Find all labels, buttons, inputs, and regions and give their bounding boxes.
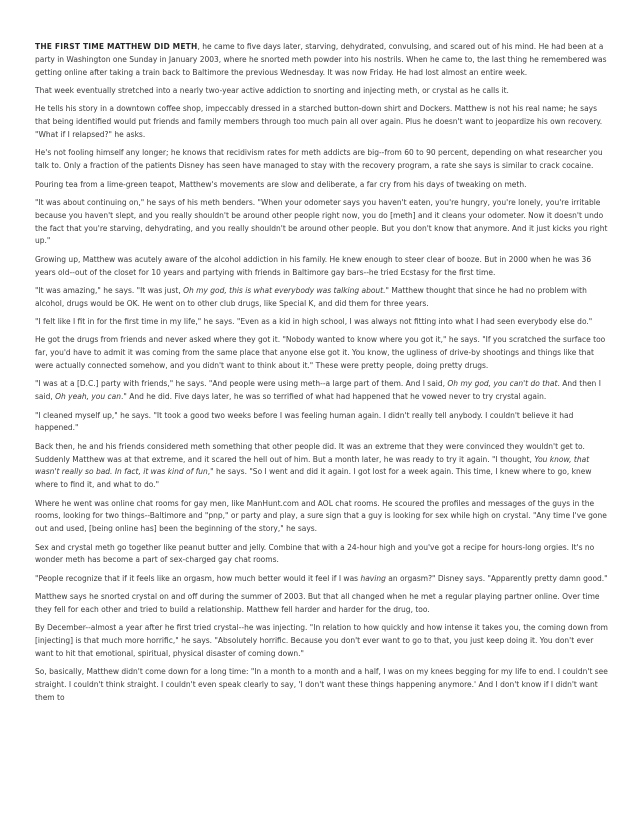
paragraph-text: Growing up, Matthew was acutely aware of the alcohol addiction in his family. He knew enough to steer clear of booze. But in 2000 when he was 36 years old--out of the closet for 10 years and partying with friends in Baltimore gay bars--he tried Ecstasy for the first time. (35, 254, 592, 277)
paragraph-text: . And then I said, (35, 379, 601, 402)
paragraph-text: Where he went was online chat rooms for gay men, like ManHunt.com and AOL chat rooms. He scoured the profiles and messages of the guys in the rooms, looking for two things--Baltimore and "pnp," or party and play, a sure sign that a guy is looking for sex while high on crystal. "Any time I've gone out and used, [being online has] been the beginning of the story," he says. (35, 498, 607, 534)
paragraph (35, 197, 609, 248)
paragraph-text: "It was amazing," he says. "It was just, (35, 285, 184, 295)
paragraph (35, 622, 609, 660)
paragraph-text: Matthew says he snorted crystal on and off during the summer of 2003. But that all changed when he met a regular playing partner online. Over time they fell for each other and tried to build a relationship. Matthew fell harder and harder for the drug, too. (35, 592, 600, 614)
paragraph (35, 498, 609, 536)
paragraph-text: "I was at a [D.C.] party with friends," he says. "And people were using meth--a large part of them. And I said, (35, 379, 448, 389)
paragraph-text: Pouring tea from a lime-green teapot, Matthew's movements are slow and deliberate, a far cry from his days of tweaking on meth. (35, 179, 527, 189)
paragraph (35, 441, 609, 492)
lead-in-text: THE FIRST TIME MATTHEW DID METH (35, 42, 198, 51)
paragraph-text: Sex and crystal meth go together like peanut butter and jelly. Combine that with a 24-hour high and you've got a recipe for hours-long orgies. It's no wonder meth has become a part of sex-charged gay chat rooms. (35, 542, 595, 565)
paragraph (35, 85, 609, 98)
paragraph-text: "I cleaned myself up," he says. "It took a good two weeks before I was feeling human again. I didn't really tell anybody. I couldn't believe it had happened." (35, 410, 574, 433)
paragraph-text: He's not fooling himself any longer; he knows that recidivism rates for meth addicts are big--from 60 to 90 percent, depending on what researcher you talk to. Only a fraction of the patients Disney has seen have managed to stay with the recovery program, a rate she says is similar to crack cocaine. (35, 148, 603, 171)
paragraph-text: Back then, he and his friends considered meth something that other people did. It was an extreme that they were convinced they wouldn't get to. Suddenly Matthew was at that extreme, and it scared the hell out of him. But a month later, he was ready to try it again. "I thought, (35, 441, 585, 464)
emphasis-text: You know, that wasn't really so bad. In fact, it was kind of fun (35, 454, 590, 477)
paragraph (35, 41, 609, 79)
paragraph (35, 103, 609, 141)
paragraph (35, 542, 609, 568)
paragraph (35, 285, 609, 311)
paragraph-text: " Matthew thought that since he had no problem with alcohol, drugs would be OK. He went on to other club drugs, like Special K, and did them for three years. (35, 285, 587, 308)
emphasis-text: having (360, 573, 386, 583)
paragraph-text: an orgasm?" Disney says. "Apparently pretty damn good." (385, 573, 608, 583)
paragraph-text: He tells his story in a downtown coffee shop, impeccably dressed in a starched button-down shirt and Dockers. Matthew is not his real name; he says that being identified would put friends and family members through too much pain all over again. Plus he doesn't want to jeopardize his own recovery. "What if I relapsed?" he asks. (35, 104, 603, 139)
emphasis-text: Oh my god, this is what everybody was talking about. (183, 285, 386, 295)
paragraph (35, 254, 609, 280)
paragraph (35, 179, 609, 192)
paragraph-text: , he came to five days later, starving, dehydrated, convulsing, and scared out of his mind. He had been at a party in Washington one Sunday in January 2003, where he snorted meth powder into his nostrils. When he came to, the last thing he remembered was getting online after taking a train back to Baltimore the previous Wednesday. It was now Friday. He had lost almost an entire week. (35, 42, 607, 77)
paragraph (35, 378, 609, 404)
paragraph-text: "People recognize that if it feels like an orgasm, how much better would it feel if I was (35, 573, 361, 583)
paragraph (35, 410, 609, 436)
paragraph (35, 573, 609, 586)
paragraph-text: ." And he did. Five days later, he was so terrified of what had happened that he vowed never to try crystal again. (120, 392, 547, 402)
paragraph (35, 591, 609, 617)
paragraph-text: He got the drugs from friends and never asked where they got it. "Nobody wanted to know where you got it," he says. "If you scratched the surface too far, you'd have to admit it was coming from the same place that anyone else got it. You know, the ugliness of drive-by shootings and things like that were actually connected somehow, and you didn't want to think about it." These were pretty people, doing pretty drugs. (35, 335, 606, 371)
paragraph (35, 334, 609, 372)
paragraph (35, 316, 609, 329)
emphasis-text: Oh my god, you can't do that (447, 379, 558, 389)
paragraph (35, 666, 609, 704)
article-body (35, 41, 609, 710)
paragraph-text: That week eventually stretched into a nearly two-year active addiction to snorting and injecting meth, or crystal as he calls it. (35, 85, 509, 95)
paragraph-text: By December--almost a year after he first tried crystal--he was injecting. "In relation to how quickly and how intense it takes you, the coming down from [injecting] is that much more horrific," he says. "Absolutely horrific. Because you don't ever want to go to that, you just keep doing it. You don't ever want to hit that emotional, spiritual, physical disaster of coming down." (35, 623, 608, 658)
paragraph-text: "It was about continuing on," he says of his meth benders. "When your odometer says you haven't eaten, you're hungry, you're lonely, you're irritable because you haven't slept, and you really shouldn't be around other people right now, you do [meth] and it cleans your odometer. Now it doesn't undo the fact that you're starving, dehydrating, and you really shouldn't be around other people. But you don't know that anymore. And it just kicks you right up." (35, 197, 608, 246)
paragraph-text: ," he says. "So I went and did it again. I got lost for a week again. This time, I knew where to go, knew where to find it, and what to do." (35, 467, 592, 490)
paragraph-text: So, basically, Matthew didn't come down for a long time: "In a month to a month and a half, I was on my knees begging for my life to end. I couldn't see straight. I couldn't think straight. I couldn't even speak clearly to say, 'I don't want these things happening anymore.' And I don't know if I didn't want them to (35, 667, 608, 702)
paragraph (35, 147, 609, 173)
emphasis-text: Oh yeah, you can (55, 392, 121, 402)
paragraph-text: "I felt like I fit in for the first time in my life," he says. "Even as a kid in high school, I was always not fitting into what I had seen everybody else do." (35, 317, 593, 327)
